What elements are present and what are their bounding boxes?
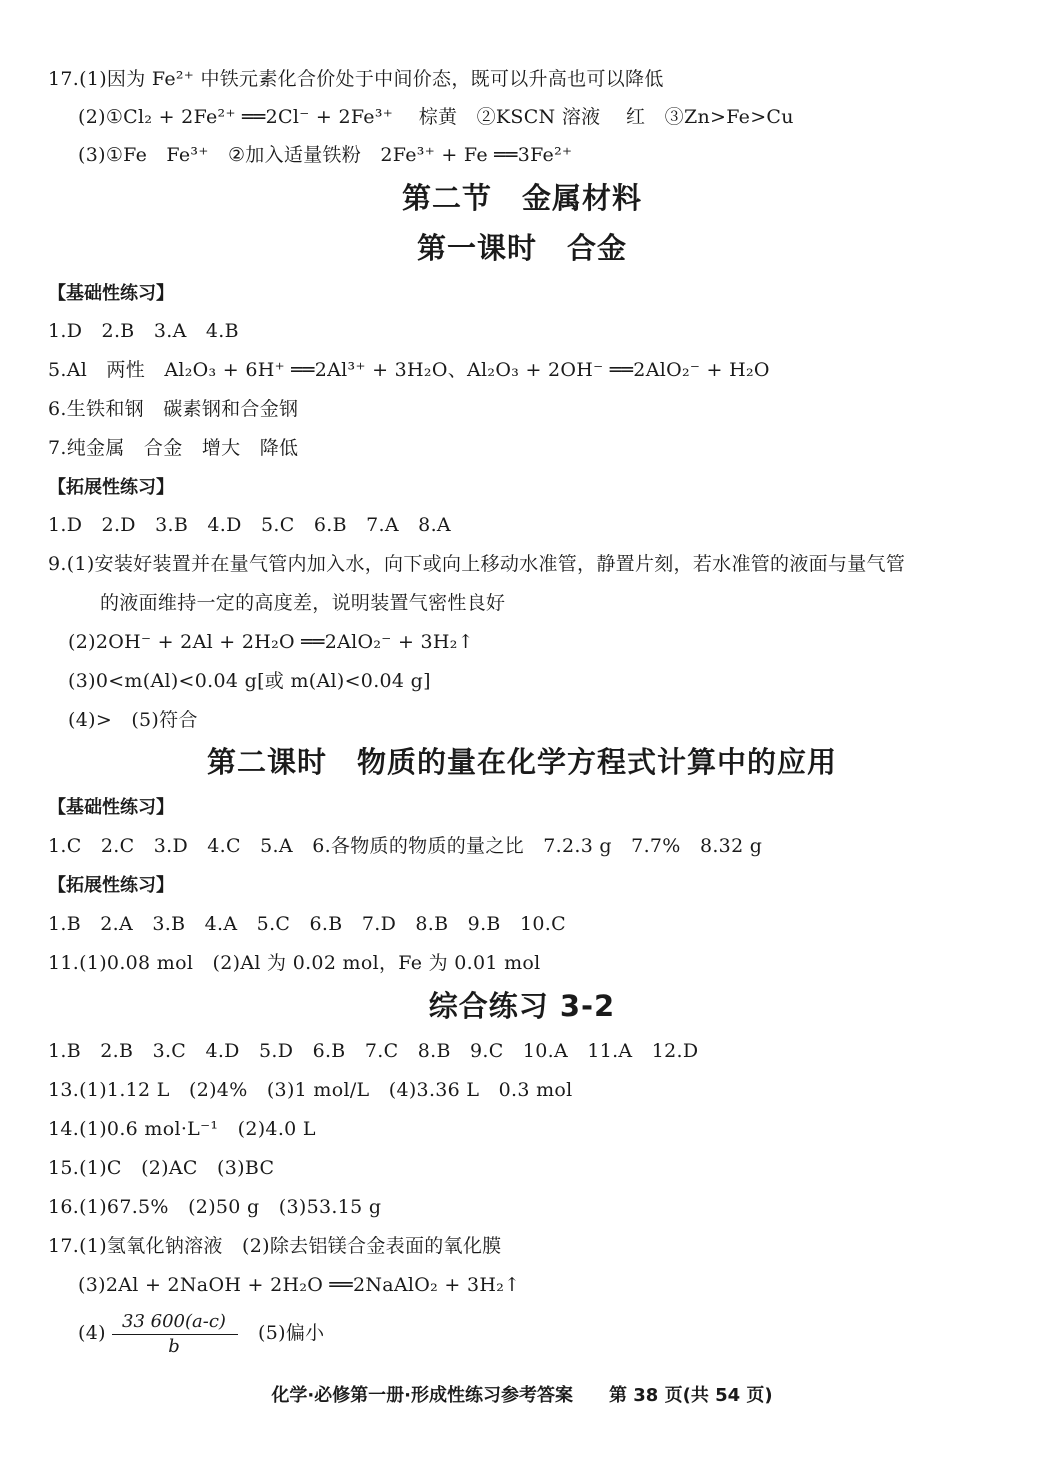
q17-5: (5)偏小 xyxy=(258,1322,325,1344)
section-title: 第二节 金属材料 xyxy=(401,181,642,215)
lesson1-extend-line: 的液面维持一定的高度差，说明装置气密性良好 xyxy=(100,592,506,614)
lesson1-extend-line: (2)2OH⁻ + 2Al + 2H₂O ══2AlO₂⁻ + 3H₂↑ xyxy=(68,631,474,653)
lesson1-extend-line: (4)> (5)符合 xyxy=(68,709,198,731)
review-line: (3)2Al + 2NaOH + 2H₂O ══2NaAlO₂ + 3H₂↑ xyxy=(78,1274,521,1296)
review-line: 16.(1)67.5% (2)50 g (3)53.15 g xyxy=(48,1196,382,1218)
fraction-denominator: b xyxy=(168,1336,180,1357)
lesson2-extend-label: 【拓展性练习】 xyxy=(48,875,174,896)
q17-part2: (2)①Cl₂ + 2Fe²⁺ ══2Cl⁻ + 2Fe³⁺ 棕黄 ②KSCN 溶液 红 ③Zn>Fe>Cu xyxy=(78,106,794,128)
lesson1-basic-line: 7.纯金属 合金 增大 降低 xyxy=(48,437,299,459)
lesson1-title: 第一课时 合金 xyxy=(416,231,627,265)
lesson2-basic-line: 1.C 2.C 3.D 4.C 5.A 6.各物质的物质的量之比 7.2.3 g 7.7% 8.32 g xyxy=(48,835,763,857)
fraction-bar xyxy=(112,1334,238,1335)
lesson1-extend-label: 【拓展性练习】 xyxy=(48,477,174,498)
fraction-numerator: 33 600(a-c) xyxy=(122,1311,226,1332)
q17-4-prefix: (4) xyxy=(78,1322,106,1344)
lesson1-basic-line: 6.生铁和钢 碳素钢和合金钢 xyxy=(48,398,299,420)
q17-part3: (3)①Fe Fe³⁺ ②加入适量铁粉 2Fe³⁺ + Fe ══3Fe²⁺ xyxy=(78,144,573,166)
review-line: 14.(1)0.6 mol·L⁻¹ (2)4.0 L xyxy=(48,1118,316,1140)
lesson1-extend-line: (3)0<m(Al)<0.04 g[或 m(Al)<0.04 g] xyxy=(68,670,431,692)
lesson2-extend-line: 11.(1)0.08 mol (2)Al 为 0.02 mol，Fe 为 0.01 mol xyxy=(48,952,541,974)
review-line: 1.B 2.B 3.C 4.D 5.D 6.B 7.C 8.B 9.C 10.A 11.A 12.D xyxy=(48,1040,699,1062)
review-line: 13.(1)1.12 L (2)4% (3)1 mol/L (4)3.36 L 0.3 mol xyxy=(48,1079,573,1101)
review-line: 17.(1)氢氧化钠溶液 (2)除去铝镁合金表面的氧化膜 xyxy=(48,1235,502,1257)
lesson2-basic-label: 【基础性练习】 xyxy=(48,797,174,818)
lesson2-extend-line: 1.B 2.A 3.B 4.A 5.C 6.B 7.D 8.B 9.B 10.C xyxy=(48,913,566,935)
review-title: 综合练习 3-2 xyxy=(428,989,616,1023)
lesson1-basic-line: 1.D 2.B 3.A 4.B xyxy=(48,320,239,342)
review-line: 15.(1)C (2)AC (3)BC xyxy=(48,1157,275,1179)
lesson2-title: 第二课时 物质的量在化学方程式计算中的应用 xyxy=(206,745,837,779)
lesson1-extend-line: 1.D 2.D 3.B 4.D 5.C 6.B 7.A 8.A xyxy=(48,514,451,536)
page-footer: 化学·必修第一册·形成性练习参考答案 第 38 页(共 54 页) xyxy=(271,1385,773,1406)
q17-part1: 17.(1)因为 Fe²⁺ 中铁元素化合价处于中间价态，既可以升高也可以降低 xyxy=(48,68,664,90)
lesson1-basic-label: 【基础性练习】 xyxy=(48,283,174,304)
lesson1-basic-line: 5.Al 两性 Al₂O₃ + 6H⁺ ══2Al³⁺ + 3H₂O、Al₂O₃ + 2OH⁻ ══2AlO₂⁻ + H₂O xyxy=(48,359,770,381)
lesson1-extend-line: 9.(1)安装好装置并在量气管内加入水，向下或向上移动水准管，静置片刻，若水准管的液面与量气管 xyxy=(48,553,906,575)
